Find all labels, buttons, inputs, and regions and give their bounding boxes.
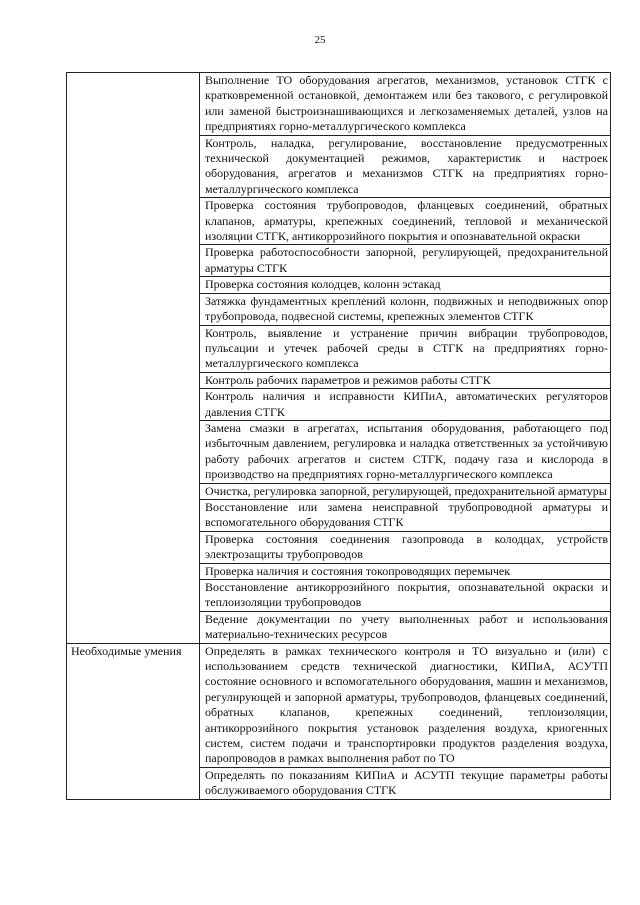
- labor-action-cell: Проверка состояния соединения газопровода в колодцах, устройств электрозащиты трубопроводов: [200, 531, 611, 563]
- page-number: 25: [314, 34, 326, 46]
- labor-action-cell: Контроль наличия и исправности КИПиА, автоматических регуляторов давления СТГК: [200, 389, 611, 421]
- competency-table: [66, 72, 611, 800]
- labor-action-cell: Очистка, регулировка запорной, регулирующей, предохранительной арматуры: [200, 483, 611, 499]
- skill-cell: Определять в рамках технического контроля и ТО визуально и (или) с использованием средств технической диагностики, КИПиА, АСУТП состояние основного и вспомогательного оборудования, машин и механизмов, регулирующей и запорной арматуры, трубопроводов, фланцевых соединений, обратных клапанов, крепежных соединений, теплоизоляции, антикоррозийного покрытия установок разделения воздуха, криогенных систем, систем подачи и транспортировки продуктов разделения воздуха, паропроводов в рамках выполнения работ по ТО: [200, 643, 611, 767]
- labor-action-cell: Контроль, выявление и устранение причин вибрации трубопроводов, пульсации и утечек рабочей среды в СТГК на предприятиях горно-металлургического комплекса: [200, 325, 611, 372]
- labor-action-cell: Проверка работоспособности запорной, регулирующей, предохранительной арматуры СТГК: [200, 245, 611, 277]
- labor-action-cell: Контроль рабочих параметров и режимов работы СТГК: [200, 372, 611, 388]
- labor-action-cell: Проверка наличия и состояния токопроводящих перемычек: [200, 563, 611, 579]
- labor-action-cell: Замена смазки в агрегатах, испытания оборудования, работающего под избыточным давлением, регулировка и наладка ответственных за устойчивую работу рабочих агрегатов и систем СТГК, подачу газа и кислорода в производство на предприятиях горно-металлургического комплекса: [200, 420, 611, 483]
- labor-action-cell: Ведение документации по учету выполненных работ и использования материально-технических ресурсов: [200, 611, 611, 643]
- labor-action-cell: Проверка состояния трубопроводов, фланцевых соединений, обратных клапанов, арматуры, крепежных соединений, тепловой и механической изоляции СТГК, антикоррозийного покрытия и опознавательной окраски: [200, 198, 611, 245]
- skill-cell: Определять по показаниям КИПиА и АСУТП текущие параметры работы обслуживаемого оборудования СТГК: [200, 767, 611, 799]
- row-label-labor-actions: [67, 73, 200, 644]
- labor-action-cell: Восстановление или замена неисправной трубопроводной арматуры и вспомогательного оборудования СТГК: [200, 499, 611, 531]
- labor-action-cell: Выполнение ТО оборудования агрегатов, механизмов, установок СТГК с кратковременной остановкой, демонтажем или без такового, с регулировкой или заменой быстроизнашивающихся и легкозаменяемых деталей, узлов на предприятиях горно-металлургического комплекса: [200, 73, 611, 136]
- labor-action-cell: Восстановление антикоррозийного покрытия, опознавательной окраски и теплоизоляции трубопроводов: [200, 580, 611, 612]
- labor-action-cell: Затяжка фундаментных креплений колонн, подвижных и неподвижных опор трубопровода, подвесной системы, крепежных элементов СТГК: [200, 293, 611, 325]
- table-row: [67, 643, 611, 767]
- labor-action-cell: Проверка состояния колодцев, колонн эстакад: [200, 277, 611, 293]
- table-row: [67, 73, 611, 136]
- row-label-required-skills: Необходимые умения: [67, 643, 200, 799]
- labor-action-cell: Контроль, наладка, регулирование, восстановление предусмотренных технической документацией режимов, характеристик и настроек оборудования, агрегатов и механизмов СТГК на предприятиях горно-металлургического комплекса: [200, 135, 611, 198]
